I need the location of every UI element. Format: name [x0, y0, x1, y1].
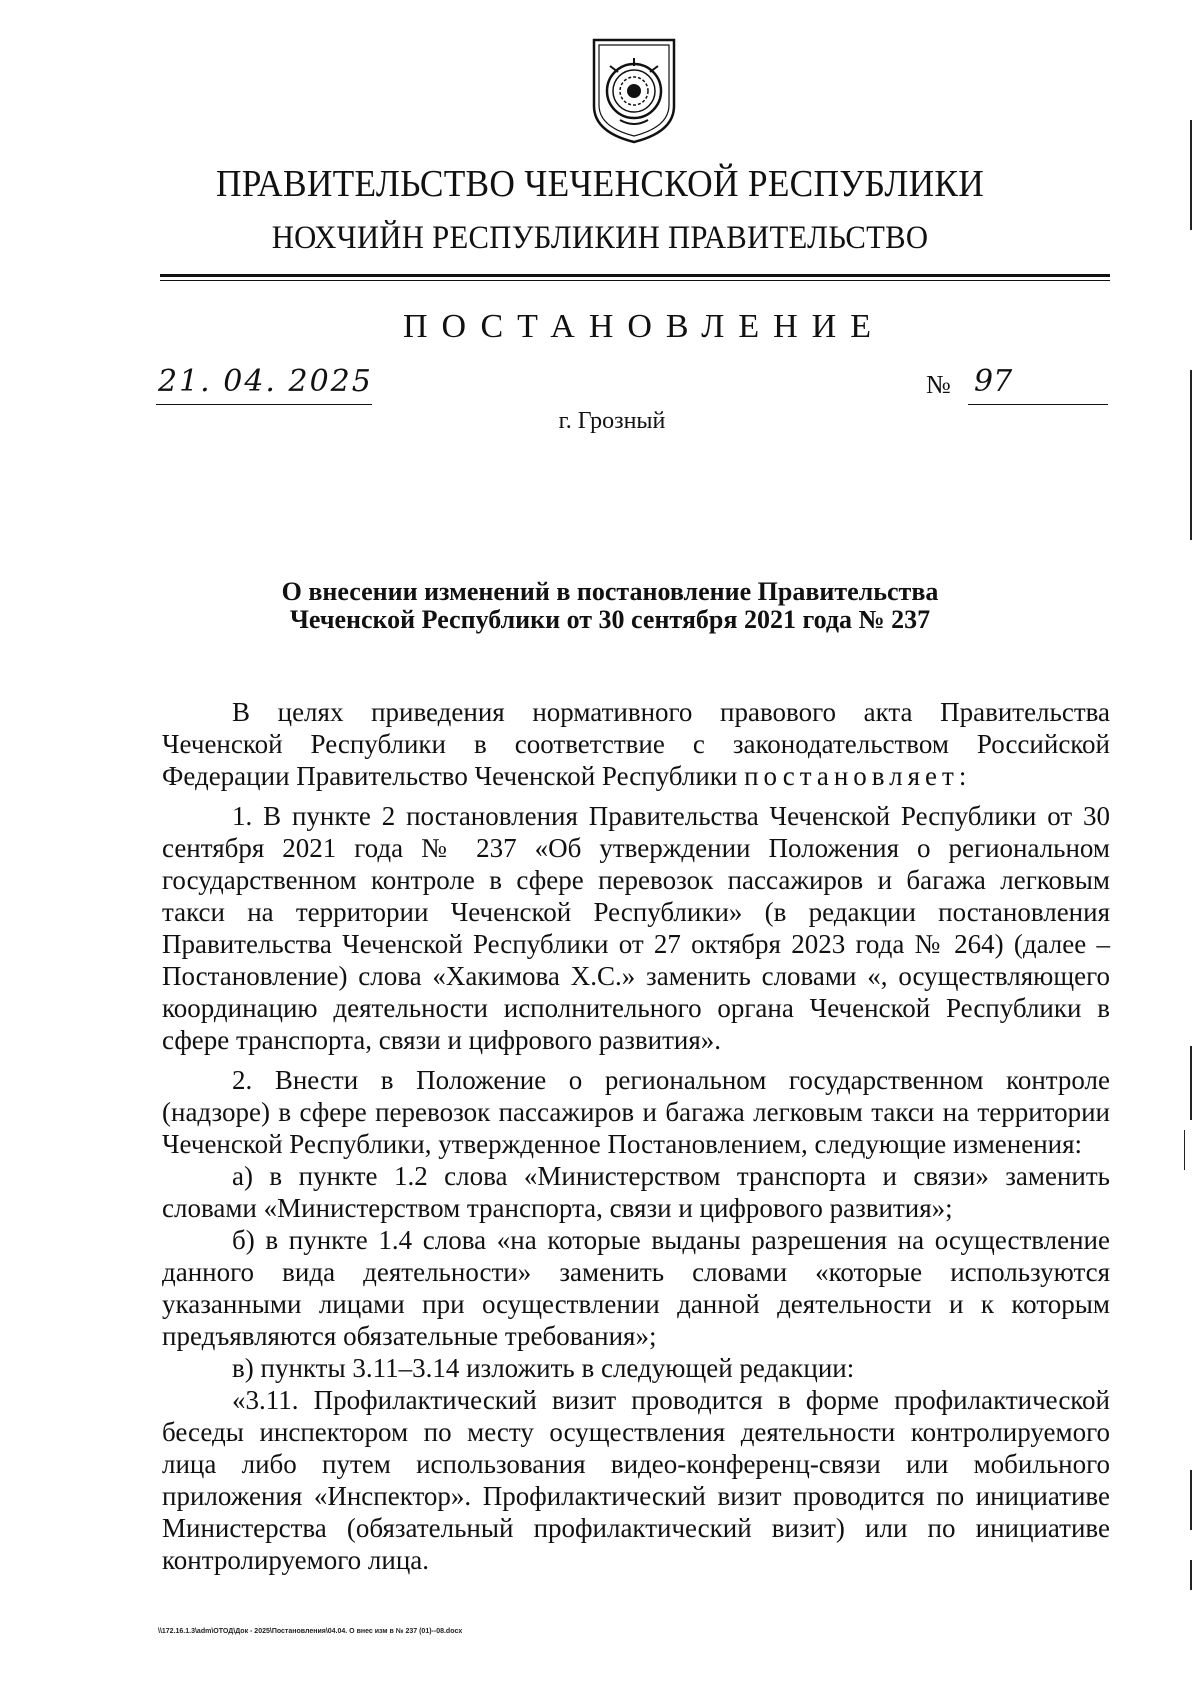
- paragraph-2: 2. Внести в Положение о региональном государственном контроле (надзоре) в сфере перевозок пассажиров и багажа легковым такси на территории Чеченской Республики, утвержденное Постановлением, следующие изменения:: [162, 1065, 1110, 1159]
- paragraph-2a: а) в пункте 1.2 слова «Министерством транспорта и связи» заменить словами «Министерством транспорта, связи и цифрового развития»;: [162, 1161, 1110, 1223]
- paragraph-2b: б) в пункте 1.4 слова «на которые выданы разрешения на осуществление данного вида деятельности» заменить словами «которые используются указанными лицами при осуществлении данной деятельности и к которым предъявляются обязательные требования»;: [162, 1225, 1110, 1351]
- city: г. Грозный: [558, 408, 666, 434]
- document-type: ПОСТАНОВЛЕНИЕ: [402, 308, 886, 345]
- paragraph-3-11: «3.11. Профилактический визит проводится в форме профилактической беседы инспектором по месту осуществления деятельности контролируемого лица либо путем использования видео-конференц-связи или мобильного приложения «Инспектор». Профилактический визит проводится по инициативе Министерства (обязательный профилактический визит) или по инициативе контролируемого лица.: [162, 1385, 1110, 1575]
- paragraph-2c: в) пункты 3.11–3.14 изложить в следующей редакции:: [232, 1353, 855, 1383]
- paragraph-1: 1. В пункте 2 постановления Правительства Чеченской Республики от 30 сентября 2021 года № 237 «Об утверждении Положения о региональном государственном контроле в сфере перевозок пассажиров и багажа легковым такси на территории Чеченской Республики» (в редакции постановления Правительства Чеченской Республики от 27 октября 2023 года № 264) (далее – Постановление) слова «Хакимова Х.С.» заменить словами «, осуществляющего координацию деятельности исполнительного органа Чеченской Республики в сфере транспорта, связи и цифрового развития».: [162, 801, 1110, 1055]
- scan-edge-mark: [1190, 1046, 1192, 1120]
- intro-text: В целях приведения нормативного правового акта Правительства Чеченской Республики в соответствие с законодательством Российской Федерации Правительство Чеченской Республики: [162, 697, 1110, 791]
- scan-edge-mark: [1190, 370, 1192, 540]
- number-label: №: [926, 370, 951, 399]
- government-name-russian: ПРАВИТЕЛЬСТВО ЧЕЧЕНСКОЙ РЕСПУБЛИКИ: [215, 163, 985, 205]
- title-line-1: О внесении изменений в постановление Правительства: [281, 577, 939, 606]
- scan-edge-mark: [1190, 1470, 1192, 1530]
- number-field: [968, 364, 1108, 405]
- header-divider: [160, 274, 1110, 277]
- scan-edge-mark: [1184, 1130, 1185, 1170]
- title-line-2: Чеченской Республики от 30 сентября 2021 года № 237: [289, 605, 931, 634]
- file-path-footer: \\172.16.1.3\adm\OTOД\Док - 2025\Постановления\04.04. О внес изм в № 237 (01)--08.docx: [158, 1628, 463, 1635]
- handwritten-date: 21. 04. 2025: [158, 364, 373, 399]
- government-name-chechen: НОХЧИЙН РЕСПУБЛИКИН ПРАВИТЕЛЬСТВО: [271, 220, 929, 256]
- document-body: [162, 696, 1110, 1576]
- date-field: [156, 364, 372, 405]
- intro-paragraph: [162, 696, 1110, 792]
- handwritten-number: 97: [974, 364, 1013, 399]
- header-divider-thin: [160, 280, 1110, 281]
- intro-verb: постановляет:: [744, 761, 972, 791]
- document-title: [0, 578, 1200, 634]
- emblem-icon: [590, 36, 678, 144]
- scan-edge-mark: [1190, 120, 1192, 230]
- scan-edge-mark: [1190, 1560, 1192, 1590]
